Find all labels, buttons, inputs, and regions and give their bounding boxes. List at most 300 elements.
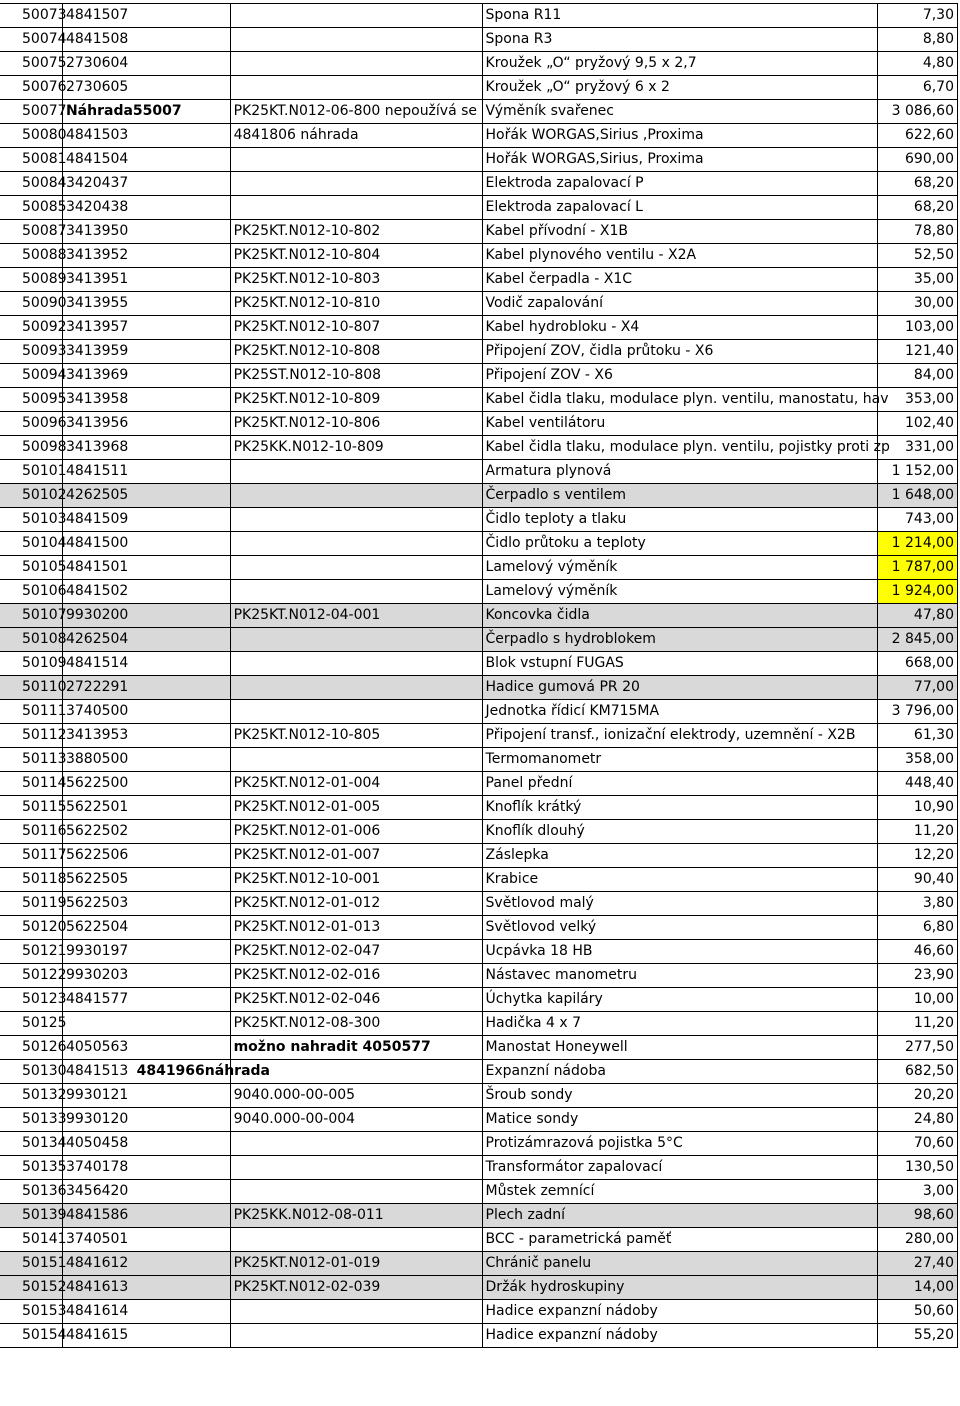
cell-number: 4841508 bbox=[62, 28, 230, 52]
table-row bbox=[0, 724, 958, 748]
cell-code: 50114 bbox=[0, 772, 62, 796]
table-row bbox=[0, 940, 958, 964]
table-row bbox=[0, 436, 958, 460]
cell-price: 11,20 bbox=[877, 1012, 957, 1036]
cell-reference: PK25KT.N012-01-007 bbox=[230, 844, 482, 868]
cell-code: 50105 bbox=[0, 556, 62, 580]
cell-price: 47,80 bbox=[877, 604, 957, 628]
cell-price: 98,60 bbox=[877, 1204, 957, 1228]
cell-code: 50085 bbox=[0, 196, 62, 220]
cell-name: Spona R3 bbox=[482, 28, 877, 52]
cell-price: 52,50 bbox=[877, 244, 957, 268]
cell-reference: 4841806 náhrada bbox=[230, 124, 482, 148]
cell-price: 668,00 bbox=[877, 652, 957, 676]
cell-number: 3413958 bbox=[62, 388, 230, 412]
cell-reference: PK25KT.N012-01-006 bbox=[230, 820, 482, 844]
cell-name: Koncovka čidla bbox=[482, 604, 877, 628]
cell-reference: možno nahradit 4050577 bbox=[230, 1036, 482, 1060]
cell-price: 68,20 bbox=[877, 172, 957, 196]
cell-reference: PK25KT.N012-10-805 bbox=[230, 724, 482, 748]
cell-name: Plech zadní bbox=[482, 1204, 877, 1228]
cell-price: 84,00 bbox=[877, 364, 957, 388]
cell-reference bbox=[230, 1300, 482, 1324]
table-row bbox=[0, 76, 958, 100]
cell-price: 1 787,00 bbox=[877, 556, 957, 580]
cell-reference: PK25KT.N012-06-800 nepoužívá se bbox=[230, 100, 482, 124]
parts-table bbox=[0, 3, 958, 1348]
cell-reference: PK25KK.N012-10-809 bbox=[230, 436, 482, 460]
table-row bbox=[0, 748, 958, 772]
cell-number: 4841586 bbox=[62, 1204, 230, 1228]
cell-reference: PK25KT.N012-10-810 bbox=[230, 292, 482, 316]
table-row bbox=[0, 100, 958, 124]
cell-code: 50106 bbox=[0, 580, 62, 604]
cell-code: 50126 bbox=[0, 1036, 62, 1060]
table-row bbox=[0, 1156, 958, 1180]
cell-reference: PK25ST.N012-10-808 bbox=[230, 364, 482, 388]
cell-number: 9930203 bbox=[62, 964, 230, 988]
cell-name: Knoflík krátký bbox=[482, 796, 877, 820]
table-row bbox=[0, 1252, 958, 1276]
cell-reference: PK25KT.N012-10-808 bbox=[230, 340, 482, 364]
cell-code: 50136 bbox=[0, 1180, 62, 1204]
cell-price: 682,50 bbox=[877, 1060, 957, 1084]
cell-reference bbox=[230, 1324, 482, 1348]
table-row bbox=[0, 700, 958, 724]
cell-name: Připojení transf., ionizační elektrody, uzemnění - X2B bbox=[482, 724, 877, 748]
cell-price: 121,40 bbox=[877, 340, 957, 364]
table-row bbox=[0, 556, 958, 580]
cell-price: 8,80 bbox=[877, 28, 957, 52]
cell-reference bbox=[230, 1156, 482, 1180]
cell-code: 50089 bbox=[0, 268, 62, 292]
cell-number: 3413969 bbox=[62, 364, 230, 388]
table-row bbox=[0, 1036, 958, 1060]
cell-code: 50096 bbox=[0, 412, 62, 436]
cell-name: Nástavec manometru bbox=[482, 964, 877, 988]
cell-number: 3413953 bbox=[62, 724, 230, 748]
cell-number: 2730605 bbox=[62, 76, 230, 100]
cell-code: 50135 bbox=[0, 1156, 62, 1180]
cell-price: 1 924,00 bbox=[877, 580, 957, 604]
cell-price: 448,40 bbox=[877, 772, 957, 796]
cell-name: Kabel plynového ventilu - X2A bbox=[482, 244, 877, 268]
table-row bbox=[0, 4, 958, 28]
cell-number: 5622502 bbox=[62, 820, 230, 844]
table-row bbox=[0, 916, 958, 940]
cell-number: 5622503 bbox=[62, 892, 230, 916]
cell-number: 3456420 bbox=[62, 1180, 230, 1204]
cell-price: 10,90 bbox=[877, 796, 957, 820]
cell-reference: PK25KT.N012-10-804 bbox=[230, 244, 482, 268]
cell-name: Ucpávka 18 HB bbox=[482, 940, 877, 964]
cell-code: 50101 bbox=[0, 460, 62, 484]
cell-reference bbox=[136, 1060, 482, 1084]
cell-reference: PK25KT.N012-02-016 bbox=[230, 964, 482, 988]
cell-number: 4050458 bbox=[62, 1132, 230, 1156]
table-row bbox=[0, 1300, 958, 1324]
cell-code: 50117 bbox=[0, 844, 62, 868]
table-row bbox=[0, 532, 958, 556]
cell-code: 50108 bbox=[0, 628, 62, 652]
cell-price: 358,00 bbox=[877, 748, 957, 772]
cell-name: Hadice expanzní nádoby bbox=[482, 1300, 877, 1324]
cell-reference bbox=[230, 4, 482, 28]
cell-price: 14,00 bbox=[877, 1276, 957, 1300]
cell-code: 50107 bbox=[0, 604, 62, 628]
cell-number: 3740178 bbox=[62, 1156, 230, 1180]
table-row bbox=[0, 1228, 958, 1252]
table-row bbox=[0, 340, 958, 364]
cell-number: 3413956 bbox=[62, 412, 230, 436]
cell-name: Matice sondy bbox=[482, 1108, 877, 1132]
cell-price: 78,80 bbox=[877, 220, 957, 244]
cell-number: 4050563 bbox=[62, 1036, 230, 1060]
cell-code: 50110 bbox=[0, 676, 62, 700]
cell-name: Kroužek „O“ pryžový 9,5 x 2,7 bbox=[482, 52, 877, 76]
cell-name: Spona R11 bbox=[482, 4, 877, 28]
table-row bbox=[0, 220, 958, 244]
table-row bbox=[0, 244, 958, 268]
cell-price: 1 648,00 bbox=[877, 484, 957, 508]
cell-number: 4841502 bbox=[62, 580, 230, 604]
cell-name: Výměník svařenec bbox=[482, 100, 877, 124]
cell-price: 280,00 bbox=[877, 1228, 957, 1252]
table-row bbox=[0, 1180, 958, 1204]
table-row bbox=[0, 820, 958, 844]
cell-name: Protizámrazová pojistka 5°C bbox=[482, 1132, 877, 1156]
cell-code: 50104 bbox=[0, 532, 62, 556]
table-row bbox=[0, 964, 958, 988]
cell-number: 4841615 bbox=[62, 1324, 230, 1348]
table-row bbox=[0, 52, 958, 76]
cell-reference bbox=[230, 196, 482, 220]
cell-code: 50154 bbox=[0, 1324, 62, 1348]
cell-reference bbox=[230, 52, 482, 76]
cell-reference: PK25KT.N012-01-012 bbox=[230, 892, 482, 916]
cell-reference bbox=[230, 676, 482, 700]
parts-table-body bbox=[0, 4, 958, 1348]
cell-name: Blok vstupní FUGAS bbox=[482, 652, 877, 676]
cell-number: 3413951 bbox=[62, 268, 230, 292]
cell-name: Kabel hydrobloku - X4 bbox=[482, 316, 877, 340]
cell-price: 130,50 bbox=[877, 1156, 957, 1180]
replacement-note: 4841966náhrada bbox=[136, 1063, 270, 1079]
cell-number: 5622505 bbox=[62, 868, 230, 892]
table-row bbox=[0, 868, 958, 892]
table-row bbox=[0, 292, 958, 316]
cell-number: 4841507 bbox=[62, 4, 230, 28]
cell-reference: PK25KK.N012-08-011 bbox=[230, 1204, 482, 1228]
cell-name: Vodič zapalování bbox=[482, 292, 877, 316]
cell-code: 50084 bbox=[0, 172, 62, 196]
cell-price: 12,20 bbox=[877, 844, 957, 868]
cell-number: 3420438 bbox=[62, 196, 230, 220]
cell-name: Můstek zemnící bbox=[482, 1180, 877, 1204]
cell-price: 743,00 bbox=[877, 508, 957, 532]
cell-price: 353,00 bbox=[877, 388, 957, 412]
cell-code: 50141 bbox=[0, 1228, 62, 1252]
table-row bbox=[0, 508, 958, 532]
table-row bbox=[0, 460, 958, 484]
table-row bbox=[0, 844, 958, 868]
table-row bbox=[0, 316, 958, 340]
cell-code: 50119 bbox=[0, 892, 62, 916]
cell-price: 3,00 bbox=[877, 1180, 957, 1204]
cell-price: 90,40 bbox=[877, 868, 957, 892]
cell-price: 20,20 bbox=[877, 1084, 957, 1108]
cell-reference: PK25KT.N012-01-005 bbox=[230, 796, 482, 820]
cell-number: 4841513 bbox=[62, 1060, 230, 1084]
cell-reference bbox=[230, 172, 482, 196]
cell-number: 4841501 bbox=[62, 556, 230, 580]
cell-price: 61,30 bbox=[877, 724, 957, 748]
table-row bbox=[0, 1084, 958, 1108]
cell-price: 11,20 bbox=[877, 820, 957, 844]
cell-code: 50092 bbox=[0, 316, 62, 340]
cell-reference bbox=[230, 1228, 482, 1252]
cell-number: 5622506 bbox=[62, 844, 230, 868]
cell-name: Kabel čidla tlaku, modulace plyn. ventilu, manostatu, hav bbox=[482, 388, 877, 412]
cell-price: 103,00 bbox=[877, 316, 957, 340]
table-row bbox=[0, 1204, 958, 1228]
cell-number: 3413950 bbox=[62, 220, 230, 244]
cell-name: Krabice bbox=[482, 868, 877, 892]
table-row bbox=[0, 172, 958, 196]
cell-reference: PK25KT.N012-10-806 bbox=[230, 412, 482, 436]
cell-name: Kroužek „O“ pryžový 6 x 2 bbox=[482, 76, 877, 100]
table-row bbox=[0, 1108, 958, 1132]
cell-number: 2722291 bbox=[62, 676, 230, 700]
cell-number: 4841514 bbox=[62, 652, 230, 676]
cell-name: Hadice gumová PR 20 bbox=[482, 676, 877, 700]
table-row bbox=[0, 268, 958, 292]
cell-name: Hořák WORGAS,Sirius, Proxima bbox=[482, 148, 877, 172]
table-row bbox=[0, 1276, 958, 1300]
cell-name: Čerpadlo s ventilem bbox=[482, 484, 877, 508]
cell-name: Armatura plynová bbox=[482, 460, 877, 484]
cell-reference bbox=[230, 148, 482, 172]
cell-number: 3740501 bbox=[62, 1228, 230, 1252]
cell-name: Lamelový výměník bbox=[482, 556, 877, 580]
cell-price: 622,60 bbox=[877, 124, 957, 148]
cell-code: 50095 bbox=[0, 388, 62, 412]
cell-name: Úchytka kapiláry bbox=[482, 988, 877, 1012]
table-row bbox=[0, 388, 958, 412]
cell-number: 4841509 bbox=[62, 508, 230, 532]
cell-reference: PK25KT.N012-10-809 bbox=[230, 388, 482, 412]
cell-code: 50077 bbox=[0, 100, 62, 124]
cell-price: 50,60 bbox=[877, 1300, 957, 1324]
cell-name: BCC - parametrická paměť bbox=[482, 1228, 877, 1252]
cell-code: 50081 bbox=[0, 148, 62, 172]
cell-code: 50103 bbox=[0, 508, 62, 532]
table-row bbox=[0, 604, 958, 628]
table-row bbox=[0, 796, 958, 820]
cell-reference bbox=[230, 628, 482, 652]
cell-name: Šroub sondy bbox=[482, 1084, 877, 1108]
cell-name: Termomanometr bbox=[482, 748, 877, 772]
cell-price: 690,00 bbox=[877, 148, 957, 172]
cell-code: 50094 bbox=[0, 364, 62, 388]
cell-number: 3420437 bbox=[62, 172, 230, 196]
cell-price: 55,20 bbox=[877, 1324, 957, 1348]
cell-reference bbox=[230, 532, 482, 556]
cell-price: 1 152,00 bbox=[877, 460, 957, 484]
cell-code: 50112 bbox=[0, 724, 62, 748]
cell-reference bbox=[230, 580, 482, 604]
cell-number: 9930120 bbox=[62, 1108, 230, 1132]
table-row bbox=[0, 124, 958, 148]
table-row bbox=[0, 652, 958, 676]
table-row bbox=[0, 772, 958, 796]
cell-name: Kabel čerpadla - X1C bbox=[482, 268, 877, 292]
cell-name: Připojení ZOV, čidla průtoku - X6 bbox=[482, 340, 877, 364]
cell-name: Kabel čidla tlaku, modulace plyn. ventilu, pojistky proti zp bbox=[482, 436, 877, 460]
cell-reference: PK25KT.N012-10-803 bbox=[230, 268, 482, 292]
cell-number: 4262505 bbox=[62, 484, 230, 508]
cell-number: 2730604 bbox=[62, 52, 230, 76]
cell-reference: PK25KT.N012-04-001 bbox=[230, 604, 482, 628]
cell-code: 50151 bbox=[0, 1252, 62, 1276]
cell-price: 3,80 bbox=[877, 892, 957, 916]
cell-reference: PK25KT.N012-01-013 bbox=[230, 916, 482, 940]
cell-code: 50118 bbox=[0, 868, 62, 892]
cell-number: 4841503 bbox=[62, 124, 230, 148]
cell-number: 3740500 bbox=[62, 700, 230, 724]
cell-price: 70,60 bbox=[877, 1132, 957, 1156]
cell-code: 50087 bbox=[0, 220, 62, 244]
cell-number: 9930200 bbox=[62, 604, 230, 628]
cell-reference bbox=[230, 460, 482, 484]
cell-code: 50132 bbox=[0, 1084, 62, 1108]
cell-name: Hadice expanzní nádoby bbox=[482, 1324, 877, 1348]
table-row bbox=[0, 1132, 958, 1156]
cell-name: Světlovod velký bbox=[482, 916, 877, 940]
cell-code: 50115 bbox=[0, 796, 62, 820]
cell-reference bbox=[230, 484, 482, 508]
cell-reference: PK25KT.N012-08-300 bbox=[230, 1012, 482, 1036]
cell-code: 50075 bbox=[0, 52, 62, 76]
cell-code: 50122 bbox=[0, 964, 62, 988]
cell-code: 50113 bbox=[0, 748, 62, 772]
cell-reference: PK25KT.N012-10-802 bbox=[230, 220, 482, 244]
cell-name: Čidlo teploty a tlaku bbox=[482, 508, 877, 532]
cell-price: 4,80 bbox=[877, 52, 957, 76]
cell-name: Kabel přívodní - X1B bbox=[482, 220, 877, 244]
cell-name: Světlovod malý bbox=[482, 892, 877, 916]
cell-number: 5622504 bbox=[62, 916, 230, 940]
cell-price: 30,00 bbox=[877, 292, 957, 316]
table-row bbox=[0, 892, 958, 916]
cell-code: 50073 bbox=[0, 4, 62, 28]
cell-code: 50123 bbox=[0, 988, 62, 1012]
cell-price: 10,00 bbox=[877, 988, 957, 1012]
cell-number: 4841511 bbox=[62, 460, 230, 484]
table-row bbox=[0, 1012, 958, 1036]
cell-reference: 9040.000-00-005 bbox=[230, 1084, 482, 1108]
cell-code: 50139 bbox=[0, 1204, 62, 1228]
cell-number: Náhrada55007 bbox=[62, 100, 230, 124]
table-row bbox=[0, 412, 958, 436]
cell-number: 5622500 bbox=[62, 772, 230, 796]
table-row bbox=[0, 1060, 958, 1084]
cell-code: 50134 bbox=[0, 1132, 62, 1156]
cell-reference: PK25KT.N012-02-047 bbox=[230, 940, 482, 964]
cell-name: Čidlo průtoku a teploty bbox=[482, 532, 877, 556]
cell-name: Transformátor zapalovací bbox=[482, 1156, 877, 1180]
cell-price: 3 796,00 bbox=[877, 700, 957, 724]
table-row bbox=[0, 628, 958, 652]
cell-reference: 9040.000-00-004 bbox=[230, 1108, 482, 1132]
cell-price: 331,00 bbox=[877, 436, 957, 460]
cell-number: 3413952 bbox=[62, 244, 230, 268]
cell-name: Knoflík dlouhý bbox=[482, 820, 877, 844]
cell-number: 4841613 bbox=[62, 1276, 230, 1300]
table-row bbox=[0, 28, 958, 52]
cell-number: 4841612 bbox=[62, 1252, 230, 1276]
cell-code: 50111 bbox=[0, 700, 62, 724]
cell-price: 46,60 bbox=[877, 940, 957, 964]
cell-price: 277,50 bbox=[877, 1036, 957, 1060]
cell-name: Hořák WORGAS,Sirius ,Proxima bbox=[482, 124, 877, 148]
table-row bbox=[0, 988, 958, 1012]
cell-price: 1 214,00 bbox=[877, 532, 957, 556]
cell-number: 4841504 bbox=[62, 148, 230, 172]
cell-reference bbox=[230, 748, 482, 772]
cell-number: 9930197 bbox=[62, 940, 230, 964]
cell-reference bbox=[230, 652, 482, 676]
cell-name: Hadička 4 x 7 bbox=[482, 1012, 877, 1036]
cell-code: 50120 bbox=[0, 916, 62, 940]
cell-price: 6,80 bbox=[877, 916, 957, 940]
cell-code: 50153 bbox=[0, 1300, 62, 1324]
cell-price: 35,00 bbox=[877, 268, 957, 292]
cell-code: 50133 bbox=[0, 1108, 62, 1132]
cell-name: Chránič panelu bbox=[482, 1252, 877, 1276]
table-row bbox=[0, 484, 958, 508]
cell-reference: PK25KT.N012-10-807 bbox=[230, 316, 482, 340]
cell-reference bbox=[230, 28, 482, 52]
cell-code: 50102 bbox=[0, 484, 62, 508]
cell-name: Jednotka řídicí KM715MA bbox=[482, 700, 877, 724]
table-row bbox=[0, 364, 958, 388]
cell-number: 3413957 bbox=[62, 316, 230, 340]
cell-number: 4841500 bbox=[62, 532, 230, 556]
cell-reference: PK25KT.N012-10-001 bbox=[230, 868, 482, 892]
cell-name: Kabel ventilátoru bbox=[482, 412, 877, 436]
table-row bbox=[0, 196, 958, 220]
cell-number: 3413955 bbox=[62, 292, 230, 316]
cell-code: 50125 bbox=[0, 1012, 62, 1036]
cell-code: 50076 bbox=[0, 76, 62, 100]
table-row bbox=[0, 676, 958, 700]
cell-price: 6,70 bbox=[877, 76, 957, 100]
cell-code: 50074 bbox=[0, 28, 62, 52]
cell-name: Panel přední bbox=[482, 772, 877, 796]
cell-price: 27,40 bbox=[877, 1252, 957, 1276]
cell-name: Elektroda zapalovací P bbox=[482, 172, 877, 196]
cell-code: 50152 bbox=[0, 1276, 62, 1300]
cell-name: Lamelový výměník bbox=[482, 580, 877, 604]
cell-code: 50098 bbox=[0, 436, 62, 460]
cell-reference: PK25KT.N012-02-046 bbox=[230, 988, 482, 1012]
cell-number: 4262504 bbox=[62, 628, 230, 652]
cell-name: Elektroda zapalovací L bbox=[482, 196, 877, 220]
cell-price: 24,80 bbox=[877, 1108, 957, 1132]
cell-name: Čerpadlo s hydroblokem bbox=[482, 628, 877, 652]
cell-code: 50080 bbox=[0, 124, 62, 148]
